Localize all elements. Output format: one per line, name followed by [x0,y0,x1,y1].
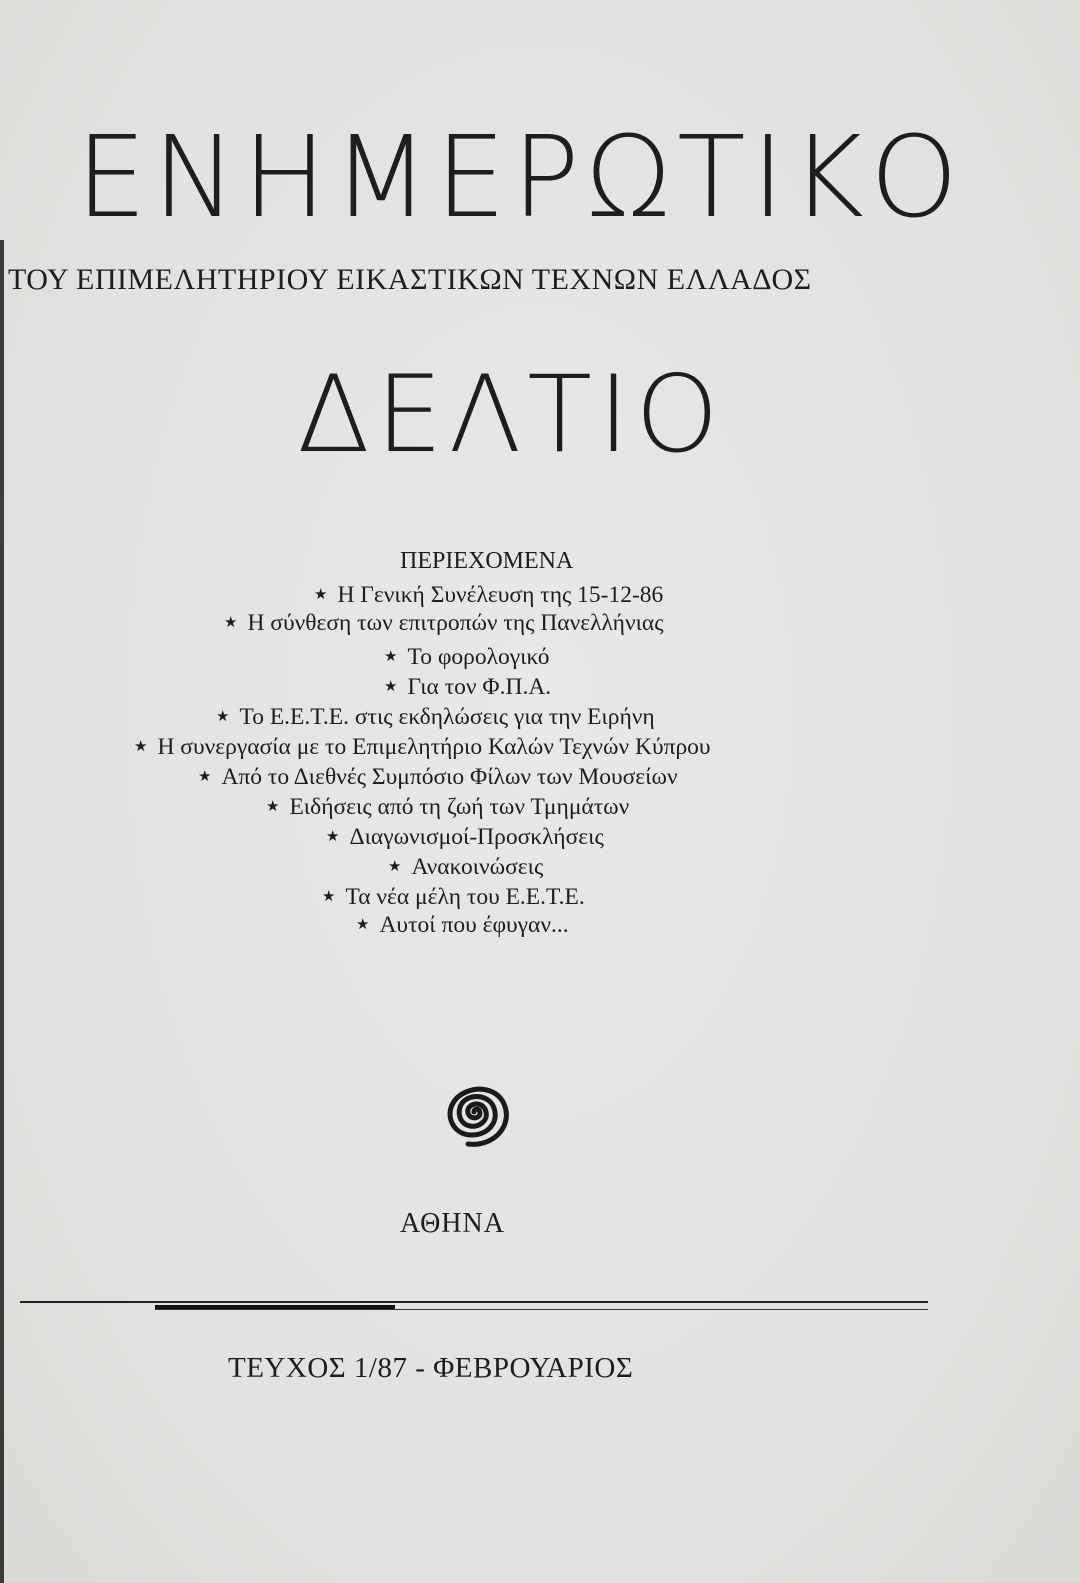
contents-item [216,703,655,733]
contents-item [326,823,604,853]
contents-heading: ΠΕΡΙΕΧΟΜΕΝΑ [400,548,574,574]
star-icon: ★ [322,889,336,905]
star-icon: ★ [134,739,148,755]
contents-item-text: Για τον Φ.Π.Α. [407,674,552,700]
divider-line [20,1301,928,1303]
contents-item [384,643,550,673]
contents-item-text: Η συνεργασία με το Επιμελητήριο Καλών Τεχνών Κύπρου [157,734,711,760]
contents-item [134,733,711,763]
contents-item [198,763,678,793]
contents-item-text: Ειδήσεις από τη ζωή των Τμημάτων [289,794,630,820]
contents-item [388,853,543,883]
star-icon: ★ [314,587,328,603]
publication-city: ΑΘΗΝΑ [400,1208,505,1239]
star-icon: ★ [384,679,398,695]
divider-line-lower [155,1309,928,1310]
star-icon: ★ [266,799,280,815]
contents-item [224,609,664,639]
star-icon: ★ [224,615,238,631]
star-icon: ★ [216,709,230,725]
spiral-icon [428,1072,518,1152]
contents-item-text: Το Ε.Ε.Τ.Ε. στις εκδηλώσεις για την Ειρήνη [239,704,655,730]
contents-item-text: Ανακοινώσεις [411,854,544,880]
masthead-subtitle: ΤΟΥ ΕΠΙΜΕΛΗΤΗΡΙΟΥ ΕΙΚΑΣΤΙΚΩΝ ΤΕΧΝΩΝ ΕΛΛΑΔΟΣ [8,263,812,296]
contents-item-text: Τα νέα μέλη του Ε.Ε.Τ.Ε. [345,884,585,910]
contents-item-text: Διαγωνισμοί-Προσκλήσεις [349,824,604,850]
contents-item [356,911,569,941]
star-icon: ★ [198,769,212,785]
contents-item [314,581,663,611]
contents-item-text: Το φορολογικό [407,644,550,670]
contents-item-text: Η Γενική Συνέλευση της 15-12-86 [337,582,664,608]
contents-item-text: Η σύνθεση των επιτροπών της Πανελλήνιας [247,610,664,636]
star-icon: ★ [356,917,370,933]
masthead-title-deltio: ΔΕΛΤΙΟ [297,353,725,476]
contents-item [266,793,629,823]
star-icon: ★ [384,649,398,665]
star-icon: ★ [326,829,340,845]
issue-info: ΤΕΥΧΟΣ 1/87 - ΦΕΒΡΟΥΑΡΙΟΣ [228,1352,634,1384]
contents-item [384,673,551,703]
masthead-title: ΕΝΗΜΕΡΩΤΙΚΟ [75,113,965,243]
contents-item-text: Αυτοί που έφυγαν... [379,912,569,938]
contents-item-text: Από το Διεθνές Συμπόσιο Φίλων των Μουσείων [221,764,678,790]
star-icon: ★ [388,859,402,875]
contents-item [322,883,585,913]
